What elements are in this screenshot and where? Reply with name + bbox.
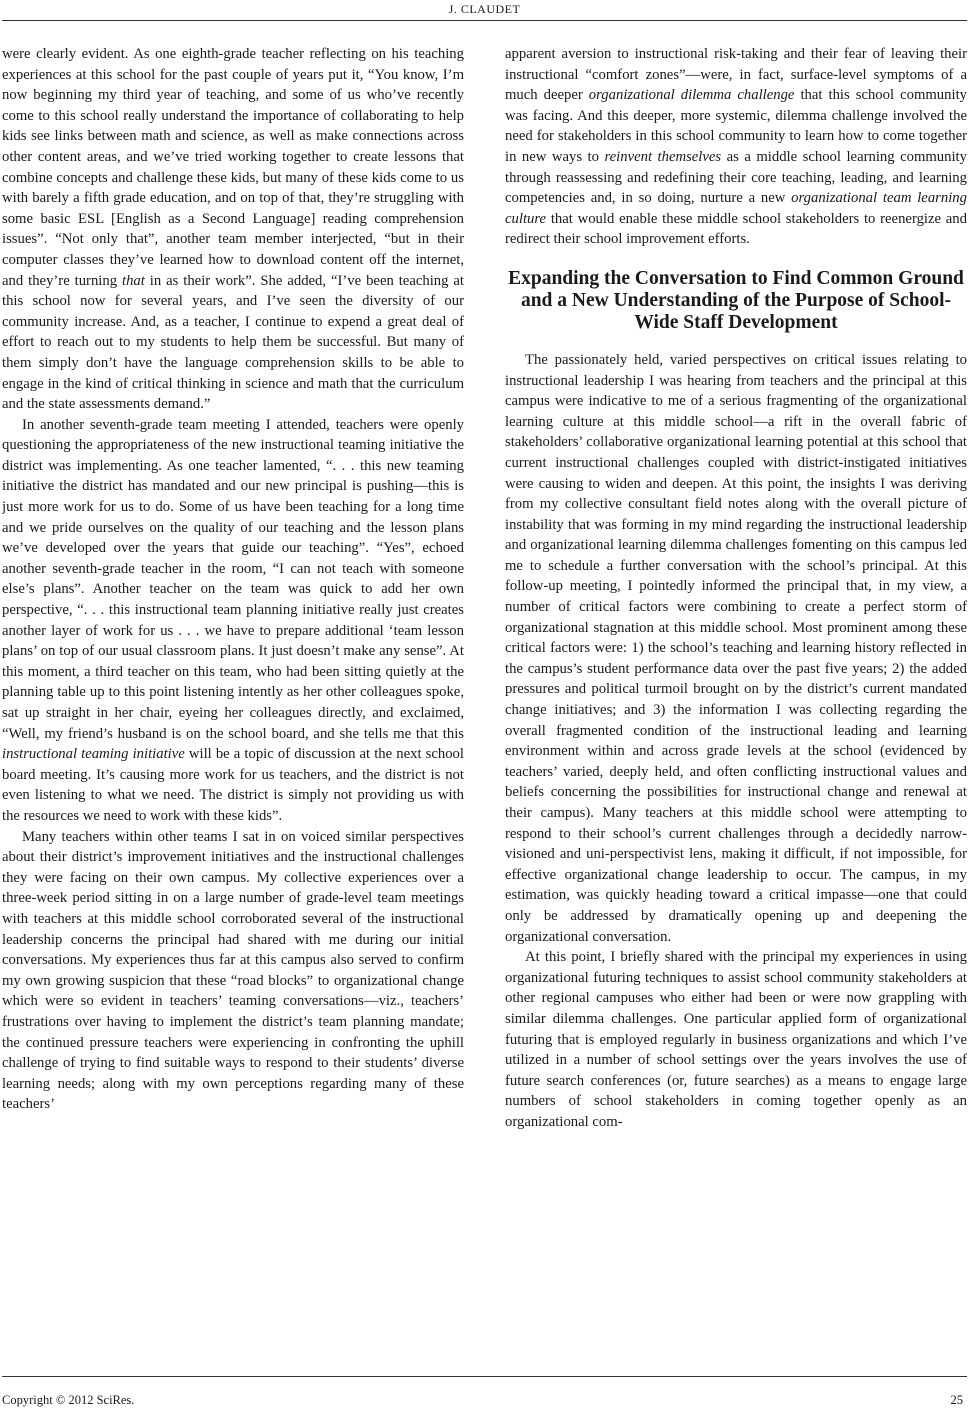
italic-text: reinvent themselves bbox=[604, 148, 722, 165]
copyright-notice: Copyright © 2012 SciRes. bbox=[2, 1393, 135, 1407]
header-rule bbox=[2, 20, 967, 21]
text-run: apparent aversion to instructional risk-taking and their fear of leaving their instructional “comfort zones”—were, in fact, surface-level symptoms of a much deeper bbox=[505, 46, 967, 104]
italic-text: organizational dilemma challenge bbox=[588, 87, 795, 104]
text-run: will be a topic of discussion at the next school board meeting. It’s causing more work for us teachers, and the district is not even listening to what we need. The district is simply not providing us with the resources we need to work with these kids”. bbox=[2, 746, 464, 824]
paragraph bbox=[505, 947, 967, 1132]
text-run: that this school community was facing. And this deeper, more systemic, dilemma challenge involved the need for stakeholders in this school community to learn how to come together in new ways to bbox=[505, 87, 967, 165]
left-column bbox=[2, 44, 464, 1360]
paragraph bbox=[505, 350, 967, 947]
text-run: in as their work”. She added, “I’ve been teaching at this school now for several years, and I’ve seen the diversity of our community increase. And, as a teacher, I continue to expend a great deal of effort to reach out to my students to help them be successful. But many of them simply don’t have the language comprehension skills to be able to engage in the kind of critical thinking in science and math that the curriculum and the state assessments demand.” bbox=[2, 272, 464, 413]
footer-rule bbox=[2, 1376, 967, 1377]
paragraph bbox=[2, 415, 464, 827]
paragraph bbox=[2, 827, 464, 1115]
paragraph bbox=[505, 44, 967, 250]
text-run: that would enable these middle school stakeholders to reenergize and redirect their school improvement efforts. bbox=[505, 210, 967, 248]
running-head: J. CLAUDET bbox=[448, 2, 521, 16]
text-run: At this point, I briefly shared with the principal my experiences in using organizational futuring techniques to assist school community stakeholders at other regional campuses who either had been or were now grappling with similar dilemma challenges. One particular applied form of organizational futuring that is employed regularly in business organizations and which I’ve utilized in a number of school settings over the years involves the use of future search conferences (or, future searches) as a means to engage large numbers of school stakeholders in coming together openly as an organizational com- bbox=[505, 949, 967, 1130]
text-run: In another seventh-grade team meeting I attended, teachers were openly questioning the appropriateness of the new instructional teaming initiative the district was implementing. As one teacher lamented, “. . . this new teaming initiative the district has mandated and our new principal is pushing—this is just more work for us to do. Some of us have been teaching for a long time and we pride ourselves on the quality of our teaching and the lesson plans we’ve developed over the years that guide our teaching”. “Yes”, echoed another seventh-grade teacher in the room, “I can not teach with someone else’s plans”. Another teacher on the team was quick to add her own perspective, “. . . this instructional team planning initiative really just creates another layer of work for us . . . we have to prepare additional ‘team lesson plans’ on top of our usual classroom plans. It just doesn’t make any sense”. At this moment, a third teacher on this team, who had been sitting quietly at the planning table up to this point listening intently as her other colleagues spoke, sat up straight in her chair, eyeing her colleagues directly, and exclaimed, “Well, my friend’s husband is on the school board, and she tells me that this bbox=[2, 416, 464, 742]
paragraph bbox=[2, 44, 464, 415]
right-column bbox=[505, 44, 967, 1360]
text-run: were clearly evident. As one eighth-grade teacher reflecting on his teaching experiences at this school for the past couple of years put it, “You know, I’m now beginning my third year of teaching, and some of us who’ve recently come to this school really understand the importance of collaborating to help kids see links between math and science, as well as make connections across other content areas, and we’ve tried working together to create lessons that combine concepts and challenge these kids, but many of these kids come to us with barely a fifth grade education, and on top of that, they’re struggling with some basic ESL [English as a Second Language] reading comprehension issues”. “Not only that”, another team member interjected, “but in their computer classes they’ve learned how to download content off the internet, and they’re turning bbox=[2, 46, 464, 289]
italic-text: instructional teaming initiative bbox=[2, 746, 185, 763]
italic-text: that bbox=[121, 272, 145, 289]
text-run: as a middle school learning community through reassessing and redefining their core teaching, leading, and learning competencies and, in so doing, nurture a new bbox=[505, 148, 967, 207]
section-heading: Expanding the Conversation to Find Common Ground and a New Understanding of the Purpose of School-Wide Staff Development bbox=[508, 267, 964, 333]
text-run: The passionately held, varied perspectives on critical issues relating to instructional leadership I was hearing from teachers and the principal at this campus were indicative to me of a serious fragmenting of the organizational learning culture at this middle school—a rift in the overall fabric of stakeholders’ collaborative organizational learning potential at this school that current instructional challenges coupled with district-instigated initiatives were causing to widen and deepen. At this point, the insights I was deriving from my collective consultant field notes along with the overall picture of instability that was forming in my mind regarding the instructional leadership and organizational learning dilemma challenges fomenting on this campus led me to schedule a further conversation with the school’s principal. At this follow-up meeting, I pointedly informed the principal that, in my view, a number of critical factors were combining to create a perfect storm of organizational stagnation at this middle school. Most prominent among these critical factors were: 1) the school’s teaching and learning history reflected in the campus’s student performance data over the past five years; 2) the added pressures and political turmoil brought on by the district’s current mandated change initiatives; and 3) the information I was collecting regarding the overall fragmented condition of the instructional leading and learning environment within and across grade levels at the school (evidenced by teachers’ varied, deeply held, and often conflicting instructional values and beliefs concerning the possibilities for instructional change and renewal at their campus). Many teachers at this middle school were attempting to respond to their school’s current challenges through a decidedly narrow-visioned and uni-perspectivist lens, making it difficult, if not impossible, for effective organizational change leadership to occur. The campus, in my estimation, was quickly heading toward a critical impasse—one that could only be addressed by dramatically opening up and deepening the organizational conversation. bbox=[505, 351, 967, 945]
italic-text: organizational team learning culture bbox=[505, 190, 967, 227]
page-number: 25 bbox=[950, 1393, 963, 1407]
text-run: Many teachers within other teams I sat in on voiced similar perspectives about their district’s improvement initiatives and the instructional challenges they were facing on their own campus. My collective experiences over a three-week period sitting in on a large number of grade-level team meetings with teachers at this middle school corroborated several of the instructional leadership concerns the principal had shared with me during our initial conversations. My experiences thus far at this campus also served to confirm my own growing suspicion that these “road blocks” to organizational change which were so evident in teachers’ teaming conversations—viz., teachers’ frustrations over having to implement the district’s team planning mandate; the continued pressure teachers were experiencing in confronting the uphill challenge of trying to find suitable ways to respond to their students’ diverse learning needs; along with my own perceptions regarding many of these teachers’ bbox=[2, 828, 464, 1113]
